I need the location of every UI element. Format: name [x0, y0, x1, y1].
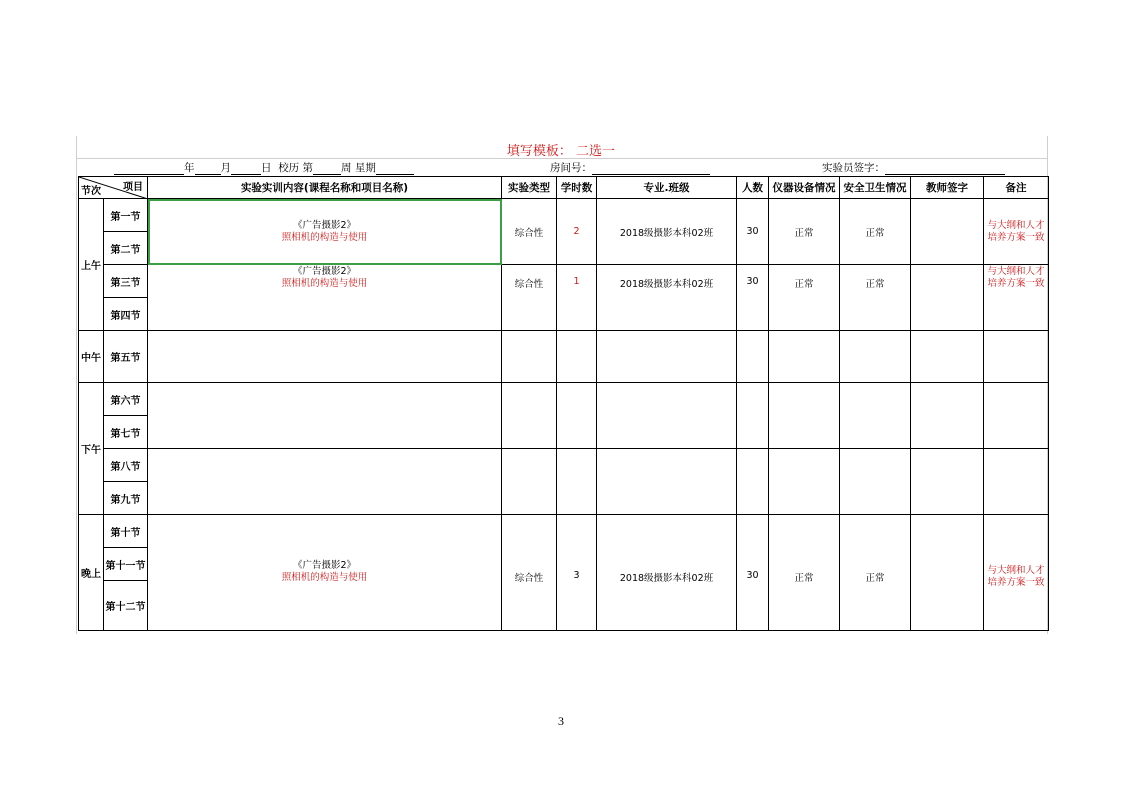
safety-cell[interactable]: [840, 449, 911, 515]
table-row: [79, 449, 1049, 482]
teacher-signature-cell[interactable]: [911, 331, 984, 383]
room-label: 房间号：: [550, 162, 592, 174]
lab-record-table: [78, 176, 1049, 631]
date-fields: [114, 160, 414, 175]
type-cell[interactable]: 综合性: [502, 265, 557, 331]
hours-cell[interactable]: 3: [557, 515, 597, 631]
hours-cell[interactable]: 2: [557, 199, 597, 265]
people-cell[interactable]: 30: [737, 515, 769, 631]
project-name: 照相机的构造与使用: [281, 572, 368, 583]
slot-1: 第一节: [104, 199, 148, 232]
corner-header-period: 节次: [81, 186, 101, 197]
note-line: 培养方案一致: [987, 278, 1045, 289]
equipment-cell[interactable]: [769, 383, 840, 449]
people-cell[interactable]: [737, 449, 769, 515]
slot-6: 第六节: [104, 383, 148, 416]
people-cell[interactable]: 30: [737, 265, 769, 331]
lab-staff-field: [822, 160, 1005, 175]
equipment-cell[interactable]: 正常: [769, 515, 840, 631]
note-cell[interactable]: [984, 383, 1049, 449]
teacher-signature-cell[interactable]: [911, 449, 984, 515]
note-line: 培养方案一致: [987, 231, 1045, 243]
table-row: [79, 383, 1049, 416]
note-cell[interactable]: [984, 449, 1049, 515]
project-name: 照相机的构造与使用: [281, 231, 368, 243]
header-row: [79, 177, 1049, 199]
safety-cell[interactable]: 正常: [840, 265, 911, 331]
day-label: 日: [261, 162, 272, 174]
people-cell[interactable]: [737, 331, 769, 383]
sheet-gridline-left: [76, 136, 77, 634]
slot-2: 第二节: [104, 232, 148, 265]
note-cell[interactable]: [984, 265, 1049, 331]
content-cell[interactable]: [148, 449, 502, 515]
safety-cell[interactable]: [840, 331, 911, 383]
notes-header: 备注: [984, 177, 1049, 199]
slot-8: 第八节: [104, 449, 148, 482]
equipment-header: 仪器设备情况: [769, 177, 840, 199]
content-cell[interactable]: [148, 265, 502, 331]
teacher-signature-cell[interactable]: [911, 265, 984, 331]
calendar-label: 校历 第: [278, 162, 314, 174]
equipment-cell[interactable]: 正常: [769, 199, 840, 265]
note-line: 培养方案一致: [987, 577, 1045, 588]
safety-cell[interactable]: 正常: [840, 199, 911, 265]
type-cell[interactable]: 综合性: [502, 515, 557, 631]
safety-cell[interactable]: 正常: [840, 515, 911, 631]
weekday-label: 周 星期: [341, 162, 376, 174]
month-label: 月: [220, 162, 231, 174]
table-row: [79, 265, 1049, 298]
teacher-signature-cell[interactable]: [911, 199, 984, 265]
content-cell[interactable]: [148, 199, 502, 265]
course-name: 《广告摄影2》: [292, 266, 357, 277]
content-cell[interactable]: [148, 515, 502, 631]
major-cell[interactable]: 2018级摄影本科02班: [597, 199, 737, 265]
equipment-cell[interactable]: 正常: [769, 265, 840, 331]
info-row: [78, 160, 1048, 176]
slot-5: 第五节: [104, 331, 148, 383]
type-cell[interactable]: [502, 449, 557, 515]
content-cell[interactable]: [148, 383, 502, 449]
people-cell[interactable]: 30: [737, 199, 769, 265]
corner-header-item: 项目: [123, 182, 143, 193]
slot-9: 第九节: [104, 482, 148, 515]
teacher-header: 教师签字: [911, 177, 984, 199]
people-cell[interactable]: [737, 383, 769, 449]
major-cell[interactable]: 2018级摄影本科02班: [597, 515, 737, 631]
note-line: 与大纲和人才: [987, 266, 1045, 277]
major-cell[interactable]: [597, 449, 737, 515]
slot-12: 第十二节: [104, 581, 148, 631]
safety-cell[interactable]: [840, 383, 911, 449]
period-morning: 上午: [79, 199, 104, 331]
hours-cell[interactable]: [557, 331, 597, 383]
year-label: 年: [184, 162, 195, 174]
major-cell[interactable]: [597, 331, 737, 383]
month-blank[interactable]: [195, 163, 221, 175]
major-header: 专业.班级: [597, 177, 737, 199]
slot-3: 第三节: [104, 265, 148, 298]
major-cell[interactable]: [597, 383, 737, 449]
note-cell[interactable]: [984, 515, 1049, 631]
major-cell[interactable]: 2018级摄影本科02班: [597, 265, 737, 331]
slot-7: 第七节: [104, 416, 148, 449]
slot-11: 第十一节: [104, 548, 148, 581]
people-header: 人数: [737, 177, 769, 199]
hours-header: 学时数: [557, 177, 597, 199]
slot-4: 第四节: [104, 298, 148, 331]
slot-10: 第十节: [104, 515, 148, 548]
period-noon: 中午: [79, 331, 104, 383]
teacher-signature-cell[interactable]: [911, 383, 984, 449]
type-cell[interactable]: [502, 383, 557, 449]
year-blank[interactable]: [114, 163, 184, 175]
course-name: 《广告摄影2》: [292, 560, 357, 571]
period-evening: 晚上: [79, 515, 104, 631]
template-title: 填写模板： 二选一: [506, 144, 616, 159]
type-cell[interactable]: 综合性: [502, 199, 557, 265]
note-line: 与大纲和人才: [987, 219, 1045, 231]
corner-header: [79, 177, 148, 199]
day-blank[interactable]: [231, 163, 261, 175]
note-cell[interactable]: [984, 199, 1049, 265]
safety-header: 安全卫生情况: [840, 177, 911, 199]
type-cell[interactable]: [502, 331, 557, 383]
note-line: 与大纲和人才: [987, 565, 1045, 576]
type-header: 实验类型: [502, 177, 557, 199]
page-number: 3: [558, 714, 564, 728]
room-blank[interactable]: [592, 163, 710, 175]
hours-cell[interactable]: [557, 449, 597, 515]
equipment-cell[interactable]: [769, 331, 840, 383]
weekday-blank[interactable]: [376, 163, 414, 175]
hours-cell[interactable]: [557, 383, 597, 449]
project-name: 照相机的构造与使用: [281, 278, 368, 289]
room-field: [550, 160, 710, 175]
lab-staff-signature-blank[interactable]: [885, 163, 1005, 175]
note-cell[interactable]: [984, 331, 1049, 383]
hours-cell[interactable]: 1: [557, 265, 597, 331]
week-number-blank[interactable]: [313, 163, 341, 175]
equipment-cell[interactable]: [769, 449, 840, 515]
content-header: 实验实训内容(课程名称和项目名称): [148, 177, 502, 199]
table-row: [79, 199, 1049, 232]
period-afternoon: 下午: [79, 383, 104, 515]
course-name: 《广告摄影2》: [292, 219, 357, 231]
table-row: [79, 515, 1049, 548]
lab-staff-label: 实验员签字：: [822, 162, 885, 174]
teacher-signature-cell[interactable]: [911, 515, 984, 631]
table-row: [79, 331, 1049, 383]
content-cell[interactable]: [148, 331, 502, 383]
